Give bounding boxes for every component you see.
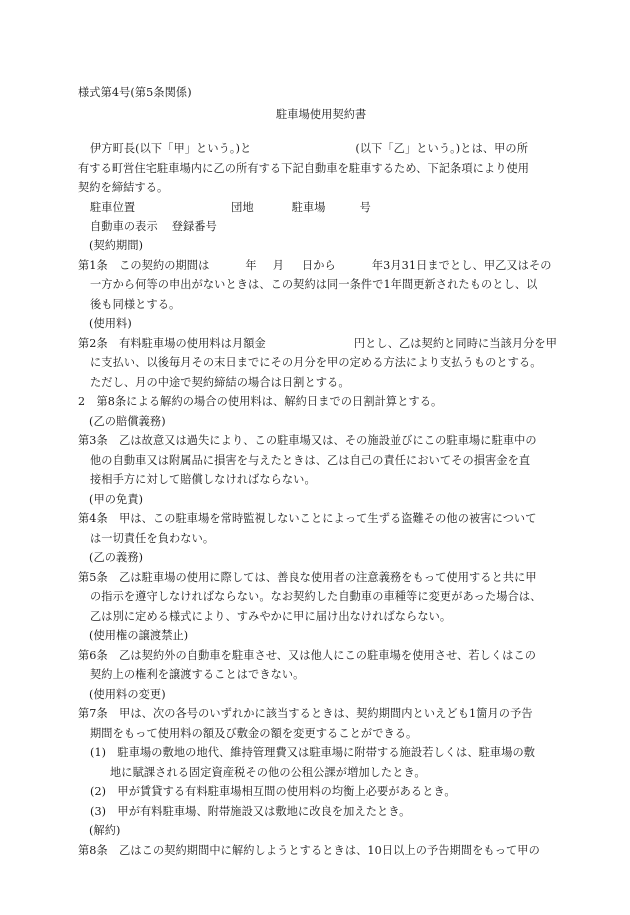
article-4-heading: (甲の免責) xyxy=(89,493,144,506)
parking-label: 駐車場 xyxy=(291,201,326,214)
article-7-item-1-line-1: (1) 駐車場の敷地の地代、維持管理費又は駐車場に附帯する施設若しくは、駐車場の敷 xyxy=(90,746,536,759)
article-7-heading: (使用料の変更) xyxy=(89,688,166,701)
article-text: 第1条 この契約の期間は xyxy=(78,259,210,272)
vehicle-field xyxy=(90,220,217,234)
article-text: 第2条 有料駐車場の使用料は月額金 xyxy=(78,337,266,350)
article-5-line-3: 乙は別に定める様式により、すみやかに甲に届け出なければならない。 xyxy=(90,610,452,623)
article-4-line-2: は一切責任を負わない。 xyxy=(90,532,215,545)
article-3-line-1: 第3条 乙は故意又は過失により、この駐車場又は、その施設並びにこの駐車場に駐車中の xyxy=(78,434,537,447)
article-3-heading: (乙の賠償義務) xyxy=(89,415,166,428)
article-3-line-3: 接相手方に対して賠償しなければならない。 xyxy=(90,473,316,486)
article-text: 円とし、乙は契約と同時に当該月分を甲 xyxy=(353,337,558,350)
article-2-line-3: ただし、月の中途で契約締結の場合は日割とする。 xyxy=(90,376,350,389)
article-1-line-2: 一方から何等の申出がないときは、この契約は同一条件で1年間更新されたものとし、以 xyxy=(90,278,538,291)
article-2-line-2: に支払い、以後毎月その末日までにその月分を甲の定める方法により支払うものとする。 xyxy=(90,356,542,369)
article-text: 日から xyxy=(301,259,336,272)
form-number: 様式第4号(第5条関係) xyxy=(78,86,192,99)
preamble-line-3: 契約を締結する。 xyxy=(78,181,169,194)
danchi-label: 団地 xyxy=(231,201,254,214)
preamble-line-2: 有する町営住宅駐車場内に乙の所有する下記自動車を駐車するため、下記条項により使用 xyxy=(78,162,530,175)
preamble-text: 伊方町長(以下「甲」という。)と xyxy=(90,142,252,155)
article-8-line-1: 第8条 乙はこの契約期間中に解約しようとするときは、10日以上の予告期間をもって甲の xyxy=(78,844,540,857)
article-5-line-1: 第5条 乙は駐車場の使用に際しては、善良な使用者の注意義務をもって使用すると共に甲 xyxy=(78,571,537,584)
article-1-line-1 xyxy=(78,259,552,273)
article-7-line-1: 第7条 甲は、次の各号のいずれかに該当するときは、契約期間内といえども1箇月の予告 xyxy=(78,707,533,720)
document-title: 駐車場使用契約書 xyxy=(276,108,367,121)
article-2-line-1 xyxy=(78,337,557,351)
article-3-line-2: 他の自動車又は附属品に損害を与えたときは、乙は自己の責任においてその損害金を直 xyxy=(90,454,531,467)
article-text: 年3月31日までとし、甲乙又はその xyxy=(371,259,552,272)
article-2-heading: (使用料) xyxy=(89,317,132,330)
registration-label: 登録番号 xyxy=(171,220,217,233)
number-label: 号 xyxy=(359,201,371,214)
parking-location-field xyxy=(90,201,371,215)
preamble-text: (以下「乙」という。)とは、甲の所 xyxy=(355,142,529,155)
article-5-line-2: の指示を遵守しなければならない。なお契約した自動車の車種等に変更があった場合は、 xyxy=(90,590,542,603)
article-1-heading: (契約期間) xyxy=(89,239,144,252)
article-text: 年 xyxy=(245,259,257,272)
article-6-heading: (使用権の譲渡禁止) xyxy=(89,629,189,642)
location-label: 駐車位置 xyxy=(90,201,136,214)
article-7-item-2: (2) 甲が賃貸する有料駐車場相互間の使用料の均衡上必要があるとき。 xyxy=(90,785,456,798)
article-1-line-3: 後も同様とする。 xyxy=(90,298,181,311)
article-7-item-1-line-2: 地に賦課される固定資産税その他の公租公課が増加したとき。 xyxy=(110,766,426,779)
article-7-line-2: 期間をもって使用料の額及び敷金の額を変更することができる。 xyxy=(90,727,418,740)
article-6-line-2: 契約上の権利を譲渡することはできない。 xyxy=(90,668,305,681)
preamble-line-1 xyxy=(90,142,528,156)
article-8-heading: (解約) xyxy=(89,824,121,837)
article-7-item-3: (3) 甲が有料駐車場、附帯施設又は敷地に改良を加えたとき。 xyxy=(90,805,411,818)
article-text: 月 xyxy=(272,259,284,272)
car-label: 自動車の表示 xyxy=(90,220,158,233)
article-2-paragraph-2: 2 第8条による解約の場合の使用料は、解約日までの日割計算とする。 xyxy=(78,395,443,408)
article-4-line-1: 第4条 甲は、この駐車場を常時監視しないことによって生ずる盗難その他の被害について xyxy=(78,512,537,525)
article-6-line-1: 第6条 乙は契約外の自動車を駐車させ、又は他人にこの駐車場を使用させ、若しくはこの xyxy=(78,649,537,662)
article-5-heading: (乙の義務) xyxy=(89,551,144,564)
